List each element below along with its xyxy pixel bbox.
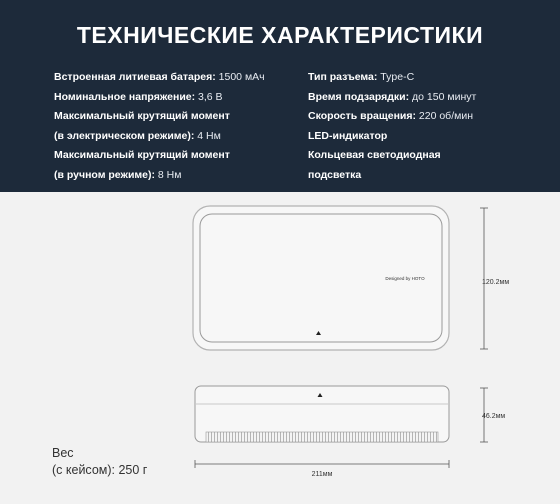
spec-row [54, 107, 299, 127]
spec-key: Время подзарядки: [308, 90, 410, 103]
brand-label: Designed by HOTO [385, 276, 425, 281]
spec-list-right [308, 68, 508, 185]
spec-row [308, 88, 508, 108]
spec-key: Кольцевая светодиодная [308, 149, 441, 161]
spec-value: 1500 мАч [215, 71, 265, 83]
spec-value: до 150 минут [409, 90, 477, 103]
spec-row [54, 88, 299, 108]
spec-row [54, 127, 299, 147]
width-label: 211мм [311, 471, 333, 478]
weight-line-2: (с кейсом): 250 г [52, 463, 148, 477]
spec-value: Type-C [377, 71, 415, 83]
spec-row [308, 127, 508, 147]
spec-key: Максимальный крутящий момент [54, 149, 230, 161]
spec-key: Скорость вращения: [308, 110, 416, 122]
spec-value: 3,6 В [195, 90, 223, 103]
spec-key: Номинальное напряжение: [54, 90, 196, 103]
spec-panel [0, 0, 560, 192]
spec-value: 220 об/мин [415, 110, 473, 122]
spec-key: Тип разъема: [308, 71, 378, 83]
height-label: 120.2мм [482, 279, 510, 286]
spec-value: 4 Нм [194, 129, 221, 142]
spec-key: подсветка [308, 168, 362, 181]
spec-key: Встроенная литиевая батарея: [54, 71, 216, 83]
spec-list-left [54, 68, 299, 185]
spec-key: (в электрическом режиме): [54, 129, 195, 142]
spec-row [308, 146, 508, 166]
depth-label: 46.2мм [482, 413, 506, 420]
spec-row [308, 68, 508, 88]
weight-info [52, 445, 147, 479]
spec-row [54, 68, 299, 88]
spec-row [54, 166, 299, 186]
case-side-view [195, 386, 449, 442]
spec-row [54, 146, 299, 166]
spec-row [308, 166, 508, 186]
case-top-view [193, 206, 449, 350]
spec-key: LED-индикатор [308, 129, 388, 142]
weight-line-1: Вес [52, 446, 74, 460]
spec-key: (в ручном режиме): [54, 168, 155, 181]
width-dimension [195, 460, 449, 468]
page-title: ТЕХНИЧЕСКИЕ ХАРАКТЕРИСТИКИ [76, 22, 484, 48]
spec-row [308, 107, 508, 127]
spec-key: Максимальный крутящий момент [54, 110, 230, 122]
spec-value: 8 Нм [155, 168, 182, 181]
